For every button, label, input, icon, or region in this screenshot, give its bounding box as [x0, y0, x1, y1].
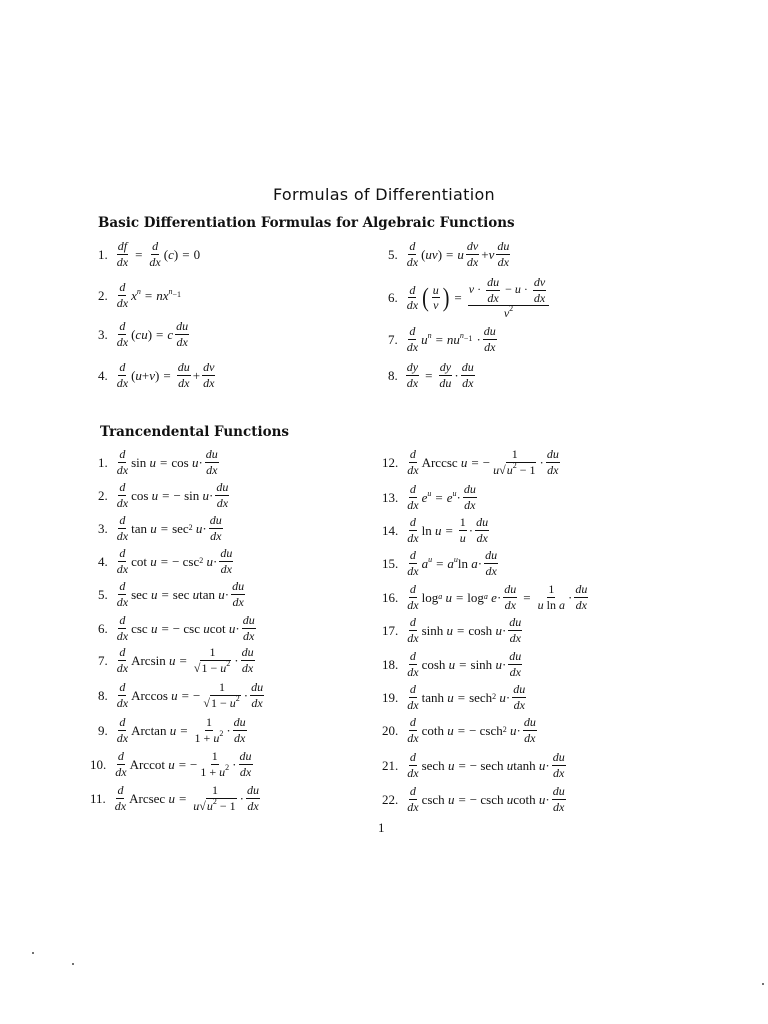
formula-trans-4: 4. $\frac{d}{dx}$ cot u = − csc 2 u · $\frac{du}{dx}$: [98, 546, 233, 576]
page-title: Formulas of Differentiation: [273, 185, 495, 204]
formula-basic-7: 7. $\frac{d}{dx}$ $u^n$ = $nu^n$ −1 · $\frac{du}{dx}$: [388, 324, 496, 354]
formula-trans-10: 10. $\frac{d}{dx}$ Arccot u = − $\frac{1}{1 + u^2}$ · $\frac{du}{dx}$: [90, 749, 252, 779]
formula-number: 13.: [382, 489, 399, 505]
formula-basic-6: 6. $\frac{d}{dx}$ ( $\frac{u}{v}$ ) = v · $\frac{du}{dx}$ − u · $\frac{dv}{dx}$ $v^2$: [388, 276, 551, 320]
formula-number: 15.: [382, 555, 399, 571]
formula-trans-3: 3. $\frac{d}{dx}$ tan u = sec 2 u · $\frac{du}{dx}$: [98, 513, 222, 543]
section-heading-transcendental: Trancendental Functions: [100, 424, 289, 440]
formula-trans-22: 22. $\frac{d}{dx}$ csch u = − csch u coth u · $\frac{du}{dx}$: [382, 784, 565, 814]
formula-number: 8.: [98, 687, 108, 703]
formula-trans-11: 11. $\frac{d}{dx}$ Arcsec u = $\frac{1}{u√u^2 - 1}$ · $\frac{du}{dx}$: [90, 783, 260, 813]
formula-trans-6: 6. $\frac{d}{dx}$ csc u = − csc u cot u · $\frac{du}{dx}$: [98, 613, 255, 643]
formula-basic-2: 2. $\frac{d}{dx}$ $x^n$ = $nx^n$ −1: [98, 280, 181, 310]
formula-trans-13: 13. $\frac{d}{dx}$ $e^u$ = $e^u$ · $\frac{du}{dx}$: [382, 482, 476, 512]
formula-number: 14.: [382, 522, 399, 538]
formula-number: 6.: [98, 620, 108, 636]
formula-number: 18.: [382, 656, 399, 672]
formula-trans-2: 2. $\frac{d}{dx}$ cos u = − sin u · $\frac{du}{dx}$: [98, 480, 229, 510]
formula-number: 17.: [382, 622, 399, 638]
formula-number: 16.: [382, 589, 399, 605]
formula-number: 3.: [98, 326, 108, 342]
formula-number: 12.: [382, 454, 399, 470]
formula-number: 5.: [98, 586, 108, 602]
formula-trans-14: 14. $\frac{d}{dx}$ ln u = $\frac{1}{u}$ · $\frac{du}{dx}$: [382, 515, 489, 545]
formula-number: 8.: [388, 367, 398, 383]
formula-number: 21.: [382, 757, 399, 773]
formula-number: 20.: [382, 722, 399, 738]
section-heading-algebraic: Basic Differentiation Formulas for Algebraic Functions: [98, 215, 515, 231]
formula-number: 7.: [98, 652, 108, 668]
formula-trans-8: 8. $\frac{d}{dx}$ Arccos u = − $\frac{1}{√1 - u^2}$ · $\frac{du}{dx}$: [98, 680, 264, 710]
formula-number: 7.: [388, 331, 398, 347]
scan-speck: [762, 983, 764, 985]
scan-speck: [72, 963, 74, 965]
formula-trans-20: 20. $\frac{d}{dx}$ coth u = − csch 2 u · $\frac{du}{dx}$: [382, 715, 536, 745]
formula-number: 19.: [382, 689, 399, 705]
formula-number: 5.: [388, 246, 398, 262]
formula-number: 4.: [98, 553, 108, 569]
page-number: 1: [378, 820, 385, 835]
formula-trans-19: 19. $\frac{d}{dx}$ tanh u = sech 2 u · $\frac{du}{dx}$: [382, 682, 526, 712]
formula-trans-15: 15. $\frac{d}{dx}$ $a^u$ = $a^u$ ln a · $\frac{du}{dx}$: [382, 548, 498, 578]
formula-trans-5: 5. $\frac{d}{dx}$ sec u = sec u tan u · $\frac{du}{dx}$: [98, 579, 245, 609]
formula-number: 2.: [98, 487, 108, 503]
formula-trans-7: 7. $\frac{d}{dx}$ Arcsin u = $\frac{1}{√1 - u^2}$ · $\frac{du}{dx}$: [98, 645, 254, 675]
formula-number: 6.: [388, 290, 398, 306]
formula-number: 9.: [98, 722, 108, 738]
formula-basic-8: 8. $\frac{dy}{dx}$ = $\frac{dy}{du}$ · $\frac{du}{dx}$: [388, 360, 474, 390]
formula-trans-17: 17. $\frac{d}{dx}$ sinh u = cosh u · $\frac{du}{dx}$: [382, 615, 522, 645]
formula-number: 1.: [98, 246, 108, 262]
formula-basic-3: 3. $\frac{d}{dx}$ ( cu ) = c $\frac{du}{dx}$: [98, 319, 189, 349]
formula-trans-1: 1. $\frac{d}{dx}$ sin u = cos u · $\frac{du}{dx}$: [98, 447, 218, 477]
formula-number: 1.: [98, 454, 108, 470]
formula-number: 4.: [98, 367, 108, 383]
formula-basic-4: 4. $\frac{d}{dx}$ ( u + v ) = $\frac{du}{dx}$ + $\frac{dv}{dx}$: [98, 360, 215, 390]
formula-trans-16: 16. $\frac{d}{dx}$ log a u = log a e · $\frac{du}{dx}$ = $\frac{1}{\text{u ln a}}$ · $\frac{du}{dx}$: [382, 582, 588, 612]
scan-speck: [32, 952, 34, 954]
formula-number: 2.: [98, 287, 108, 303]
formula-number: 22.: [382, 791, 399, 807]
formula-basic-1: 1. $\frac{df}{dx}$ = $\frac{d}{dx}$ ( c ) = 0: [98, 239, 201, 269]
formula-number: 3.: [98, 520, 108, 536]
formula-basic-5: 5. $\frac{d}{dx}$ ( uv ) = u $\frac{dv}{dx}$ + v $\frac{du}{dx}$: [388, 239, 510, 269]
formula-trans-9: 9. $\frac{d}{dx}$ Arctan u = $\frac{1}{1 + u^2}$ · $\frac{du}{dx}$: [98, 715, 246, 745]
formula-number: 11.: [90, 790, 106, 806]
formula-trans-18: 18. $\frac{d}{dx}$ cosh u = sinh u · $\frac{du}{dx}$: [382, 649, 522, 679]
formula-trans-12: 12. $\frac{d}{dx}$ Arccsc u = − $\frac{1}{u√u^2 - 1}$ · $\frac{du}{dx}$: [382, 447, 559, 477]
formula-trans-21: 21. $\frac{d}{dx}$ sech u = − sech u tanh u · $\frac{du}{dx}$: [382, 750, 565, 780]
formula-number: 10.: [90, 756, 107, 772]
